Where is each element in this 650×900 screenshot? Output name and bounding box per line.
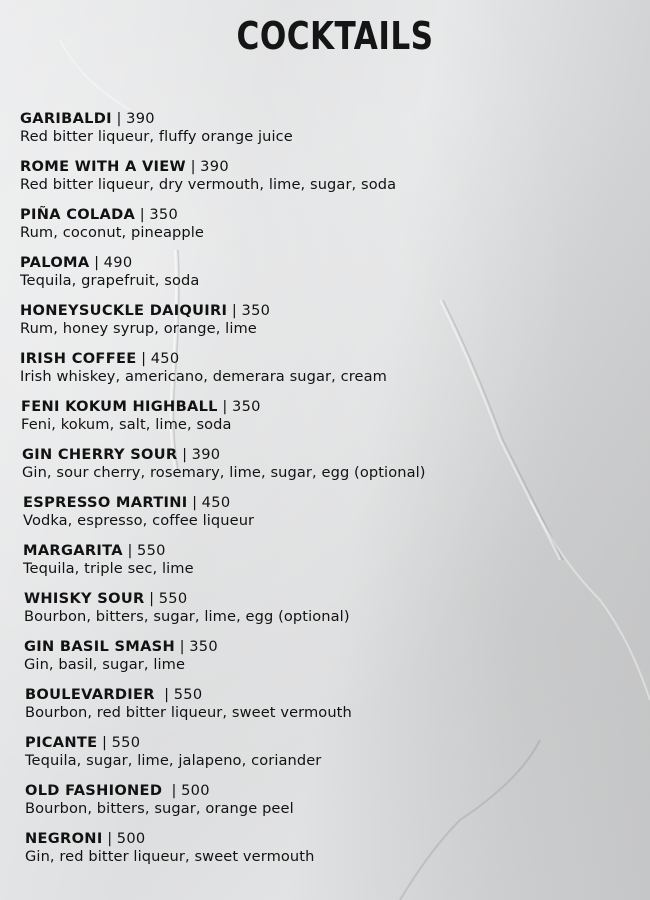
drink-ingredients: Tequila, triple sec, lime bbox=[23, 560, 194, 577]
drink-name: PALOMA bbox=[20, 254, 90, 271]
menu-item-heading bbox=[25, 686, 625, 704]
menu-item-heading bbox=[20, 254, 620, 272]
drink-price: 450 bbox=[150, 350, 180, 367]
menu-item-heading bbox=[24, 638, 624, 656]
drink-price: 500 bbox=[116, 830, 146, 847]
menu-item-heading bbox=[22, 446, 622, 464]
menu-item-heading bbox=[23, 542, 623, 560]
drink-ingredients: Tequila, sugar, lime, jalapeno, coriander bbox=[25, 752, 322, 769]
price-separator: | bbox=[97, 734, 112, 751]
menu-item-heading bbox=[20, 158, 620, 176]
drink-price: 450 bbox=[201, 494, 231, 511]
menu-item bbox=[20, 302, 620, 338]
menu-item-heading bbox=[25, 830, 625, 848]
price-separator: | bbox=[89, 254, 104, 271]
menu-item bbox=[20, 254, 620, 290]
drink-price: 550 bbox=[173, 686, 203, 703]
drink-name: WHISKY SOUR bbox=[24, 590, 145, 607]
menu-item bbox=[20, 350, 620, 386]
drink-name: OLD FASHIONED bbox=[25, 782, 163, 799]
drink-price: 490 bbox=[103, 254, 133, 271]
menu-item bbox=[25, 782, 625, 818]
menu-item bbox=[20, 206, 620, 242]
menu-item bbox=[20, 110, 620, 146]
drink-name: MARGARITA bbox=[23, 542, 123, 559]
drink-ingredients: Gin, basil, sugar, lime bbox=[24, 656, 186, 673]
price-separator: | bbox=[135, 206, 150, 223]
drink-ingredients: Irish whiskey, americano, demerara sugar, cream bbox=[20, 368, 387, 385]
drink-ingredients: Rum, honey syrup, orange, lime bbox=[20, 320, 257, 337]
drink-price: 350 bbox=[189, 638, 218, 655]
drink-name: HONEYSUCKLE DAIQUIRI bbox=[20, 302, 228, 319]
menu-item-heading bbox=[25, 734, 625, 752]
menu-item bbox=[24, 638, 624, 674]
drink-price: 350 bbox=[241, 302, 271, 319]
drink-ingredients: Bourbon, red bitter liqueur, sweet vermouth bbox=[25, 704, 352, 721]
price-separator: | bbox=[227, 302, 242, 319]
menu-item bbox=[22, 446, 622, 482]
menu-item-heading bbox=[23, 494, 623, 512]
menu-item-heading bbox=[20, 206, 620, 224]
drink-name: GARIBALDI bbox=[20, 110, 112, 127]
drink-name: IRISH COFFEE bbox=[20, 350, 137, 367]
drink-ingredients: Tequila, grapefruit, soda bbox=[20, 272, 200, 289]
drink-name: GIN BASIL SMASH bbox=[24, 638, 175, 655]
drink-ingredients: Gin, sour cherry, rosemary, lime, sugar, egg (optional) bbox=[22, 464, 426, 481]
price-separator: | bbox=[111, 110, 127, 127]
menu-item-heading bbox=[20, 110, 620, 128]
menu-item bbox=[23, 542, 623, 578]
drink-price: 550 bbox=[137, 542, 166, 559]
drink-price: 500 bbox=[181, 782, 210, 799]
drink-ingredients: Vodka, espresso, coffee liqueur bbox=[23, 512, 255, 529]
drink-name: ROME WITH A VIEW bbox=[20, 158, 186, 175]
drink-ingredients: Red bitter liqueur, fluffy orange juice bbox=[20, 128, 293, 145]
menu-item-heading bbox=[24, 590, 624, 608]
drink-ingredients: Gin, red bitter liqueur, sweet vermouth bbox=[25, 848, 315, 865]
drink-ingredients: Feni, kokum, salt, lime, soda bbox=[21, 416, 232, 433]
price-separator: | bbox=[187, 494, 202, 511]
drink-price: 550 bbox=[158, 590, 188, 607]
price-separator: | bbox=[217, 398, 232, 415]
drink-name: NEGRONI bbox=[25, 830, 103, 847]
menu-item bbox=[21, 398, 621, 434]
price-separator: | bbox=[177, 446, 192, 463]
menu-item bbox=[25, 830, 625, 866]
price-separator: | bbox=[144, 590, 159, 607]
drink-price: 350 bbox=[149, 206, 179, 223]
price-separator: | bbox=[136, 350, 151, 367]
drink-price: 550 bbox=[111, 734, 141, 751]
price-separator: | bbox=[154, 686, 174, 703]
drink-ingredients: Red bitter liqueur, dry vermouth, lime, sugar, soda bbox=[20, 176, 397, 193]
menu-title: COCKTAILS bbox=[236, 14, 434, 58]
price-separator: | bbox=[122, 542, 138, 559]
drink-price: 390 bbox=[191, 446, 221, 463]
drink-name: GIN CHERRY SOUR bbox=[22, 446, 178, 463]
drink-ingredients: Bourbon, bitters, sugar, orange peel bbox=[25, 800, 294, 817]
price-separator: | bbox=[185, 158, 201, 175]
drink-name: PIÑA COLADA bbox=[20, 206, 136, 223]
drink-name: PICANTE bbox=[25, 734, 98, 751]
price-separator: | bbox=[162, 782, 182, 799]
drink-name: BOULEVARDIER bbox=[25, 686, 155, 703]
menu-item bbox=[24, 590, 624, 626]
menu-item-heading bbox=[20, 350, 620, 368]
menu-item-heading bbox=[25, 782, 625, 800]
menu-item bbox=[25, 734, 625, 770]
drink-name: ESPRESSO MARTINI bbox=[23, 494, 188, 511]
menu-item bbox=[23, 494, 623, 530]
drink-name: FENI KOKUM HIGHBALL bbox=[21, 398, 218, 415]
menu-item-heading bbox=[20, 302, 620, 320]
drink-ingredients: Bourbon, bitters, sugar, lime, egg (optional) bbox=[24, 608, 350, 625]
price-separator: | bbox=[175, 638, 190, 655]
price-separator: | bbox=[102, 830, 117, 847]
menu-item bbox=[20, 158, 620, 194]
drink-price: 350 bbox=[231, 398, 261, 415]
menu-item bbox=[25, 686, 625, 722]
menu-item-heading bbox=[21, 398, 621, 416]
drink-ingredients: Rum, coconut, pineapple bbox=[20, 224, 204, 241]
drink-price: 390 bbox=[200, 158, 229, 175]
drink-price: 390 bbox=[126, 110, 155, 127]
